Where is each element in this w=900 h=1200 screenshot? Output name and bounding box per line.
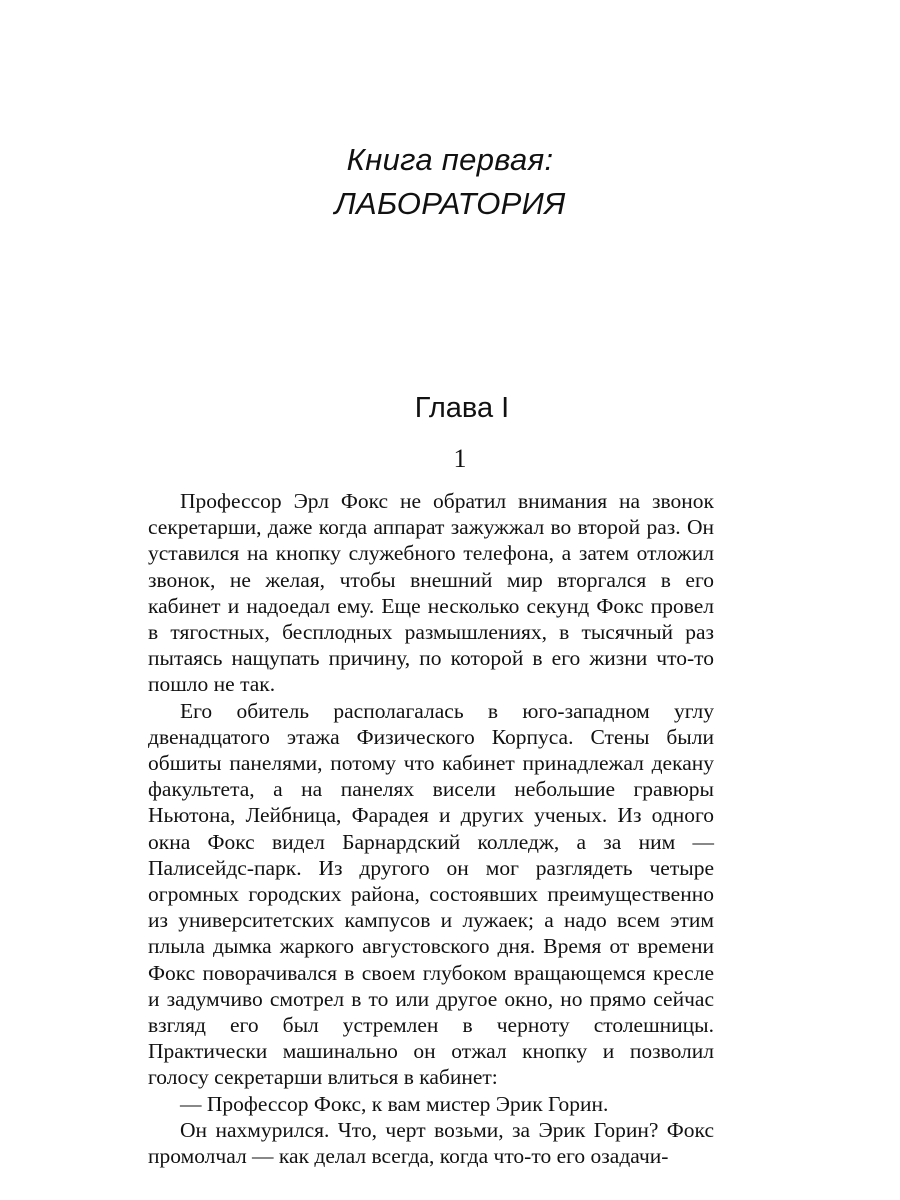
section-number: 1 xyxy=(453,444,467,473)
chapter-title: Глава I xyxy=(414,392,510,424)
paragraph: Профессор Эрл Фокс не обратил внимания на звонок секретарши, даже когда аппарат зажужжал во второй раз. Он уставился на кнопку служебного телефона, а затем отложил звонок, не желая, чтобы внешний мир вторгался в его кабинет и надоедал ему. Еще несколько секунд Фокс провел в тягостных, бесплодных размышлениях, в тысячный раз пытаясь нащупать причину, по которой в его жизни что-то пошло не так. xyxy=(148,489,714,697)
book-part-label: Книга первая: xyxy=(346,142,554,177)
book-part-title: ЛАБОРАТОРИЯ xyxy=(334,186,566,221)
body-text xyxy=(148,488,714,1169)
paragraph: — Профессор Фокс, к вам мистер Эрик Горин. xyxy=(180,1091,609,1116)
paragraph: Его обитель располагалась в юго-западном углу двенадцатого этажа Физического Корпуса. Стены были обшиты панелями, потому что кабинет принадлежал декану факультета, а на панелях висели небольшие гравюры Ньютона, Лейбница, Фарадея и других ученых. Из одного окна Фокс видел Барнардский колледж, а за ним — Палисейдс-парк. Из другого он мог разглядеть четыре огромных городских района, состоявших преимущественно из университетских кампусов и лужаек; а надо всем этим плыла дымка жаркого августовского дня. Время от времени Фокс поворачивался в своем глубоком вращающемся кресле и задумчиво смотрел в то или другое окно, но прямо сейчас взгляд его был устремлен в черноту столешницы. Практически машинально он отжал кнопку и позволил голосу секретарши влиться в кабинет: xyxy=(148,698,714,1090)
paragraph: Он нахмурился. Что, черт возьми, за Эрик Горин? Фокс промолчал — как делал всегда, когда что-то его озадачи- xyxy=(148,1117,714,1169)
